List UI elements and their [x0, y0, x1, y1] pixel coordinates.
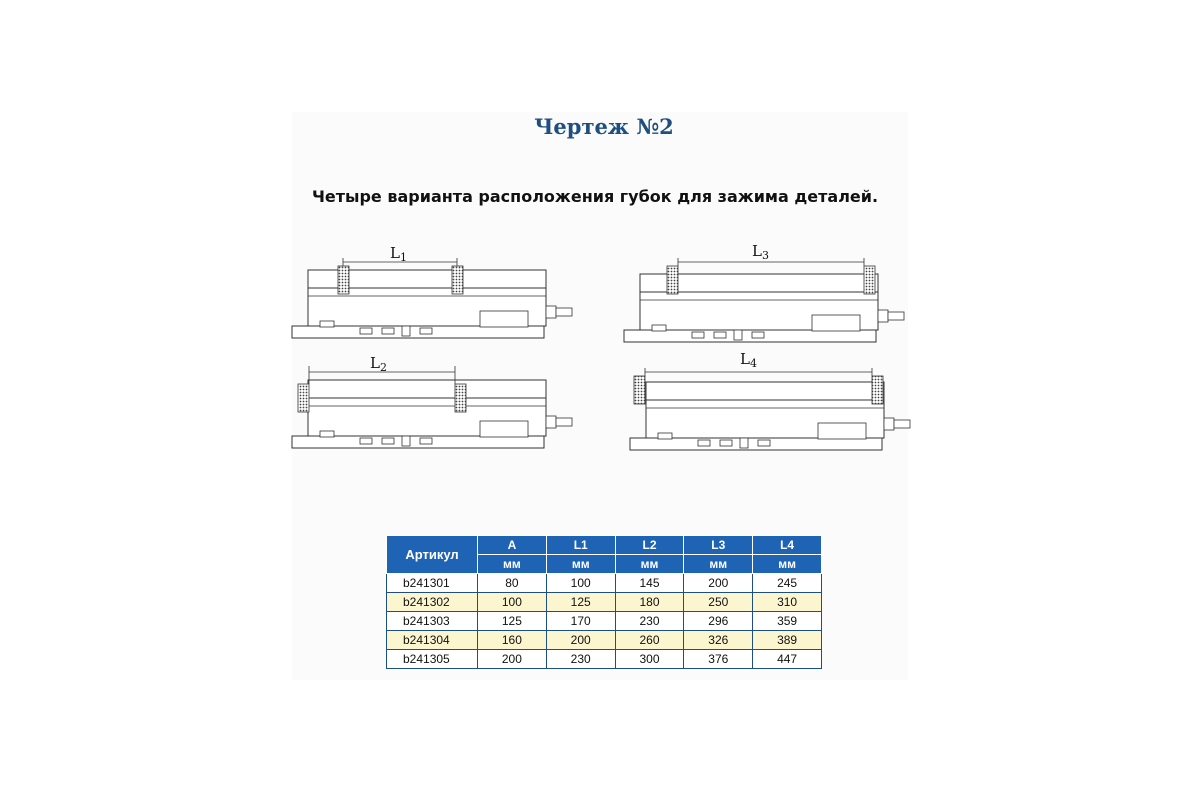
value-cell: 250 [684, 593, 753, 612]
value-cell: 125 [546, 593, 615, 612]
value-cell: 145 [615, 574, 684, 593]
article-cell: b241301 [387, 574, 478, 593]
value-cell: 100 [478, 593, 547, 612]
column-header-l2: L2 [615, 536, 684, 555]
table-header-row [387, 536, 822, 555]
vise-drawings [290, 236, 920, 466]
article-cell: b241304 [387, 631, 478, 650]
dimension-label-l4: $L_4$ [740, 350, 757, 370]
table-row [387, 612, 822, 631]
value-cell: 389 [753, 631, 822, 650]
table-row [387, 631, 822, 650]
article-cell: b241303 [387, 612, 478, 631]
column-header-l4: L4 [753, 536, 822, 555]
value-cell: 230 [546, 650, 615, 669]
vise-diagram-l3 [624, 242, 904, 342]
value-cell: 230 [615, 612, 684, 631]
unit-label: мм [753, 555, 822, 574]
value-cell: 180 [615, 593, 684, 612]
value-cell: 359 [753, 612, 822, 631]
dimension-label-l2: $L_2$ [370, 354, 387, 374]
column-header-l3: L3 [684, 536, 753, 555]
vise-diagram-l2 [292, 354, 572, 448]
table-row [387, 593, 822, 612]
value-cell: 80 [478, 574, 547, 593]
value-cell: 310 [753, 593, 822, 612]
dimension-label-l3: $L_3$ [752, 242, 769, 262]
value-cell: 447 [753, 650, 822, 669]
page-subtitle: Четыре варианта расположения губок для зажима деталей. [311, 187, 879, 206]
value-cell: 125 [478, 612, 547, 631]
value-cell: 200 [546, 631, 615, 650]
value-cell: 200 [684, 574, 753, 593]
page-title: Чертеж №2 [534, 114, 674, 139]
vise-diagram-l1 [292, 244, 572, 338]
value-cell: 100 [546, 574, 615, 593]
value-cell: 296 [684, 612, 753, 631]
value-cell: 160 [478, 631, 547, 650]
table-row [387, 650, 822, 669]
column-header-a: A [478, 536, 547, 555]
vise-diagram-l4 [630, 350, 910, 450]
value-cell: 260 [615, 631, 684, 650]
value-cell: 245 [753, 574, 822, 593]
value-cell: 170 [546, 612, 615, 631]
article-cell: b241305 [387, 650, 478, 669]
dimension-label-l1: $L_1$ [390, 244, 407, 264]
unit-label: мм [478, 555, 547, 574]
column-header-l1: L1 [546, 536, 615, 555]
value-cell: 326 [684, 631, 753, 650]
value-cell: 200 [478, 650, 547, 669]
specifications-table [386, 535, 822, 669]
column-header-article: Артикул [387, 536, 478, 574]
unit-label: мм [615, 555, 684, 574]
article-cell: b241302 [387, 593, 478, 612]
unit-label: мм [546, 555, 615, 574]
value-cell: 300 [615, 650, 684, 669]
table-row [387, 574, 822, 593]
value-cell: 376 [684, 650, 753, 669]
unit-label: мм [684, 555, 753, 574]
